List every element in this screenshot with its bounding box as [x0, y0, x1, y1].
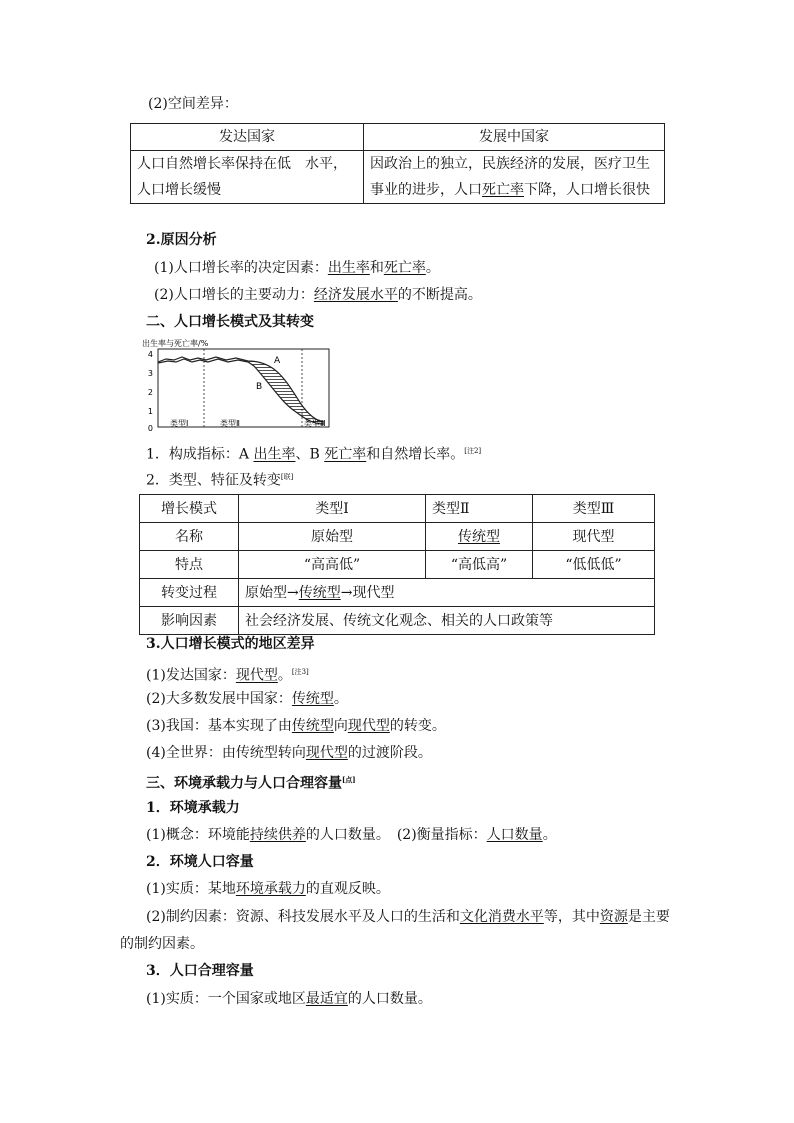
text: 的人口数量。 (2)衡量指标：	[305, 827, 487, 843]
answer: 出生率	[253, 446, 296, 463]
answer: 传统型	[298, 584, 341, 601]
text: (1)概念：环境能	[146, 827, 250, 843]
note-marker: [点]	[342, 775, 356, 784]
y-tick-1: 1	[147, 407, 153, 416]
answer: 最适宜	[305, 991, 348, 1007]
table-cell: 现代型	[533, 523, 655, 551]
text: 的过渡阶段。	[347, 745, 432, 761]
text: (1)发达国家：	[146, 667, 236, 684]
table-cell: 名称	[140, 523, 239, 551]
table-row	[131, 124, 665, 151]
table-cell: “高低高”	[426, 551, 533, 579]
text: (2)制约因素：资源、科技发展水平及人口的生活和	[146, 909, 460, 925]
heading-reason-analysis: 2.原因分析	[146, 232, 217, 248]
text: 的直观反映。	[305, 881, 390, 897]
text: (2)人口增长的主要动力：	[154, 287, 314, 303]
difference-table	[130, 123, 665, 204]
table-cell	[239, 579, 655, 607]
paragraph	[146, 716, 446, 736]
text: 2．类型、特征及转变	[146, 472, 281, 489]
answer: 文化消费水平	[459, 909, 544, 925]
answer: 环境承载力	[235, 881, 306, 897]
growth-mode-table	[139, 494, 655, 635]
paragraph	[146, 825, 557, 845]
y-tick-0: 0	[147, 424, 153, 433]
text: 的人口数量。	[347, 991, 432, 1007]
table-row	[140, 523, 655, 551]
text: 原始型→	[245, 584, 299, 601]
text: 下降，人口增长很快	[524, 182, 650, 198]
answer: 传统型	[291, 718, 334, 734]
y-tick-4: 4	[147, 350, 153, 359]
text: 是主要	[627, 909, 670, 925]
text: 和自然增长率。	[366, 446, 465, 463]
table-cell: 社会经济发展、传统文化观念、相关的人口政策等	[239, 607, 655, 635]
paragraph	[146, 743, 432, 763]
paragraph	[146, 441, 481, 465]
table-cell: “低低低”	[533, 551, 655, 579]
answer: 出生率	[327, 260, 370, 276]
paragraph	[146, 989, 432, 1009]
answer: 持续供养	[249, 827, 306, 843]
series-b-label: B	[256, 382, 263, 392]
answer: 传统型	[291, 691, 334, 707]
table-row	[140, 579, 655, 607]
text: (1)实质：一个国家或地区	[146, 991, 306, 1007]
text: 向	[333, 718, 348, 734]
cell-developing	[364, 151, 665, 204]
text: (1)实质：某地	[146, 881, 236, 897]
text: →现代型	[340, 584, 395, 601]
text: (3)我国：基本实现了由	[146, 718, 292, 734]
stage-label-3: 类型Ⅲ	[304, 419, 326, 428]
text: 和	[369, 260, 384, 276]
paragraph	[146, 879, 390, 899]
table-cell: “高高低”	[239, 551, 426, 579]
answer: 现代型	[235, 667, 278, 684]
answer: 现代型	[305, 745, 348, 761]
text: 三、环境承载力与人口合理容量	[146, 775, 342, 792]
table-row	[131, 151, 665, 204]
text: 等，其中	[543, 909, 600, 925]
heading-growth-modes: 二、人口增长模式及其转变	[146, 314, 314, 330]
text: 。	[542, 827, 557, 843]
paragraph	[146, 467, 293, 491]
text: (2)大多数发展中国家：	[146, 691, 292, 707]
table-cell	[426, 523, 533, 551]
table-cell: 特点	[140, 551, 239, 579]
cell-text: 人口自然增长率保持在低 水平，	[137, 156, 347, 172]
series-b-line	[158, 359, 324, 424]
text: (1)人口增长率的决定因素：	[154, 260, 328, 276]
table-cell: 原始型	[239, 523, 426, 551]
paragraph: 的制约因素。	[120, 936, 204, 952]
answer: 死亡率	[482, 182, 524, 198]
header-developed: 发达国家	[131, 124, 364, 151]
answer: 传统型	[458, 528, 500, 545]
heading-population-capacity: 2．环境人口容量	[146, 854, 254, 870]
text: 事业的进步，人口	[370, 182, 482, 198]
text: 1．构成指标：A	[146, 446, 254, 463]
y-axis-label: 出生率与死亡率/%	[142, 339, 209, 348]
paragraph	[146, 907, 670, 927]
table-cell: 类型Ⅱ	[426, 495, 533, 523]
note-marker: [注3]	[291, 668, 309, 676]
stage-label-2: 类型Ⅱ	[220, 419, 240, 428]
paragraph	[154, 285, 482, 305]
answer: 死亡率	[383, 260, 426, 276]
answer: 经济发展水平	[313, 287, 398, 303]
cell-text: 因政治上的独立，民族经济的发展，医疗卫生	[370, 156, 650, 172]
y-tick-2: 2	[147, 388, 153, 397]
answer: 现代型	[347, 718, 390, 734]
text: 。	[425, 260, 440, 276]
heading-regional-difference: 3.人口增长模式的地区差异	[146, 636, 315, 652]
text: 。	[277, 667, 292, 684]
text: 的转变。	[389, 718, 446, 734]
answer: 资源	[599, 909, 628, 925]
stage-label-1: 类型Ⅰ	[170, 419, 189, 428]
paragraph	[146, 689, 348, 709]
growth-mode-chart	[136, 336, 336, 436]
table-row	[140, 495, 655, 523]
table-cell: 增长模式	[140, 495, 239, 523]
header-developing: 发展中国家	[364, 124, 665, 151]
table-cell: 类型Ⅲ	[533, 495, 655, 523]
text: 、B	[295, 446, 325, 463]
cell-text: 人口增长缓慢	[137, 182, 221, 198]
heading-environment	[146, 770, 356, 794]
text: 。	[333, 691, 348, 707]
answer: 死亡率	[324, 446, 367, 463]
cell-text	[370, 177, 658, 203]
note-marker: [注2]	[464, 447, 482, 455]
series-a-label: A	[274, 356, 281, 366]
y-tick-3: 3	[147, 369, 153, 378]
paragraph	[154, 258, 440, 278]
answer: 人口数量	[486, 827, 543, 843]
heading-reasonable-capacity: 3．人口合理容量	[146, 963, 254, 979]
note-marker: [联]	[280, 473, 294, 481]
table-cell: 影响因素	[140, 607, 239, 635]
text: (4)全世界：由传统型转向	[146, 745, 306, 761]
heading-carrying-capacity: 1．环境承载力	[146, 800, 240, 816]
table-cell: 转变过程	[140, 579, 239, 607]
table-row	[140, 607, 655, 635]
cell-developed	[131, 151, 364, 204]
paragraph	[146, 662, 309, 686]
section-spatial-difference: (2)空间差异：	[148, 96, 238, 112]
table-row	[140, 551, 655, 579]
natural-growth-area	[248, 361, 324, 424]
table-cell: 类型Ⅰ	[239, 495, 426, 523]
text: 的不断提高。	[397, 287, 482, 303]
